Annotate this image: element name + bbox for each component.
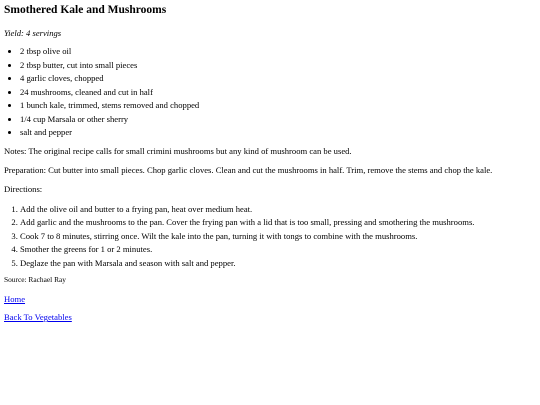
recipe-notes: Notes: The original recipe calls for small crimini mushrooms but any kind of mushroom can be used. (4, 145, 352, 156)
ingredient-item: • 24 mushrooms, cleaned and cut in half (20, 86, 536, 100)
direction-step: 1. Add the olive oil and butter to a frying pan, heat over medium heat. (20, 203, 536, 217)
ingredient-item: • 2 tbsp butter, cut into small pieces (20, 59, 536, 73)
direction-step: 4. Smother the greens for 1 or 2 minutes. (20, 243, 536, 257)
recipe-source: Source: Rachael Ray (4, 275, 66, 285)
ingredient-item: • 1/4 cup Marsala or other sherry (20, 113, 536, 127)
direction-step: 5. Deglaze the pan with Marsala and season with salt and pepper. (20, 257, 536, 271)
recipe-yield: Yield: 4 servings (4, 27, 62, 38)
back-to-vegetables-link[interactable]: Back To Vegetables (4, 312, 72, 323)
recipe-preparation: Preparation: Cut butter into small pieces. Chop garlic cloves. Clean and cut the mushrooms in half. Trim, remove the stems and chop the kale. (4, 164, 493, 175)
direction-step: 2. Add garlic and the mushrooms to the pan. Cover the frying pan with a lid that is too small, pressing and smothering the mushrooms. (20, 216, 536, 230)
directions-list (4, 203, 536, 271)
recipe-title: Smothered Kale and Mushrooms (4, 4, 167, 16)
direction-step: 3. Cook 7 to 8 minutes, stirring once. Wilt the kale into the pan, turning it with tongs to combine with the mushrooms. (20, 230, 536, 244)
directions-heading: Directions: (4, 184, 43, 195)
back-link-container (4, 312, 536, 322)
ingredient-item: • 2 tbsp olive oil (20, 45, 536, 59)
home-link-container (4, 294, 536, 304)
ingredients-list (4, 45, 536, 140)
ingredient-item: • salt and pepper (20, 126, 536, 140)
ingredient-item: • 4 garlic cloves, chopped (20, 72, 536, 86)
home-link[interactable]: Home (4, 293, 26, 304)
ingredient-item: • 1 bunch kale, trimmed, stems removed and chopped (20, 99, 536, 113)
